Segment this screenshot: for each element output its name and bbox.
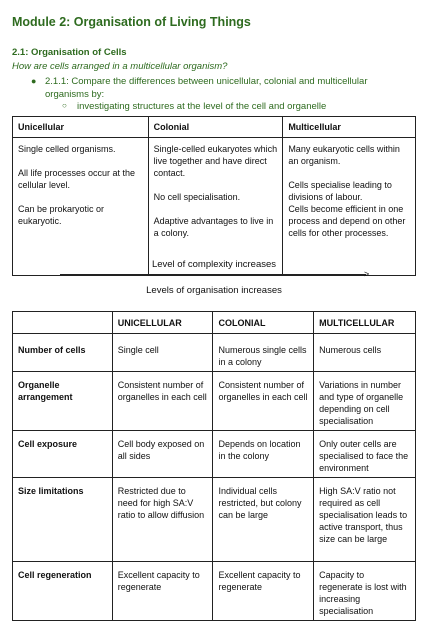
content-point-text: 2.1.1: Compare the differences between unicellular, colonial and multicellular organisms by: — [45, 76, 368, 100]
cell-text: Adaptive advantages to live in a colony. — [153, 216, 274, 238]
organisation-label: Levels of organisation increases — [146, 285, 282, 296]
table-cell: Capacity to regenerate is lost with increasing specialisation — [314, 562, 416, 621]
table-cell: Individual cells restricted, but colony can be large — [213, 478, 314, 562]
complexity-arrow-line — [60, 274, 366, 275]
row-label: Organelle arrangement — [13, 372, 113, 431]
header-empty — [13, 312, 113, 334]
table-cell: Cell body exposed on all sides — [112, 431, 213, 478]
table-cell: Numerous cells — [314, 334, 416, 372]
arrow-right-icon: > — [364, 269, 370, 279]
header-unicellular: Unicellular — [13, 117, 149, 138]
header-colonial: Colonial — [148, 117, 283, 138]
table-cell: Only outer cells are specialised to face the environment — [314, 431, 416, 478]
section-heading: 2.1: Organisation of Cells — [12, 47, 127, 58]
page-title: Module 2: Organisation of Living Things — [12, 15, 251, 29]
cell-text: Single celled organisms. — [18, 144, 116, 154]
table-cell: Depends on location in the colony — [213, 431, 314, 478]
header-multicellular: MULTICELLULAR — [314, 312, 416, 334]
cell-text: All life processes occur at the cellular level. — [18, 168, 136, 190]
table-row — [13, 334, 416, 372]
circle-bullet-icon: ○ — [62, 101, 67, 110]
cell-text: Can be prokaryotic or eukaryotic. — [18, 204, 105, 226]
bullet-icon: ● — [31, 76, 37, 86]
table-row — [13, 372, 416, 431]
table-cell: Restricted due to need for high SA:V ratio to allow diffusion — [112, 478, 213, 562]
header-colonial: COLONIAL — [213, 312, 314, 334]
header-multicellular: Multicellular — [283, 117, 416, 138]
organism-types-table — [12, 116, 416, 276]
table-header-row — [13, 117, 416, 138]
table-cell: Numerous single cells in a colony — [213, 334, 314, 372]
row-label: Cell regeneration — [13, 562, 113, 621]
table-cell: High SA:V ratio not required as cell specialisation leads to active transport, thus size can be large — [314, 478, 416, 562]
table-cell: Consistent number of organelles in each cell — [112, 372, 213, 431]
sub-point — [62, 101, 326, 112]
sub-point-text: investigating structures at the level of the cell and organelle — [77, 101, 327, 112]
table-row — [13, 562, 416, 621]
row-label: Cell exposure — [13, 431, 113, 478]
header-unicellular: UNICELLULAR — [112, 312, 213, 334]
inquiry-question: How are cells arranged in a multicellular organism? — [12, 61, 228, 72]
comparison-table — [12, 311, 416, 621]
cell-text: Cells become efficient in one process and depend on other cells for other processes. — [288, 204, 406, 238]
colonial-cell — [148, 138, 283, 276]
cell-text: Single-celled eukaryotes which live together and have direct contact. — [153, 144, 278, 178]
table-row — [13, 478, 416, 562]
row-label: Size limitations — [13, 478, 113, 562]
row-label: Number of cells — [13, 334, 113, 372]
table-cell: Single cell — [112, 334, 213, 372]
table-cell: Excellent capacity to regenerate — [112, 562, 213, 621]
table-row — [13, 431, 416, 478]
multicellular-cell — [283, 138, 416, 276]
table-row — [13, 138, 416, 276]
table-cell: Excellent capacity to regenerate — [213, 562, 314, 621]
table-header-row — [13, 312, 416, 334]
cell-text: Many eukaryotic cells within an organism. — [288, 144, 400, 166]
table-cell: Consistent number of organelles in each cell — [213, 372, 314, 431]
cell-text: No cell specialisation. — [153, 192, 241, 202]
cell-text: Cells specialise leading to divisions of labour. — [288, 180, 392, 202]
unicellular-cell — [13, 138, 149, 276]
content-point — [31, 75, 411, 101]
complexity-label: Level of complexity increases — [151, 259, 277, 270]
table-cell: Variations in number and type of organelle depending on cell specialisation — [314, 372, 416, 431]
